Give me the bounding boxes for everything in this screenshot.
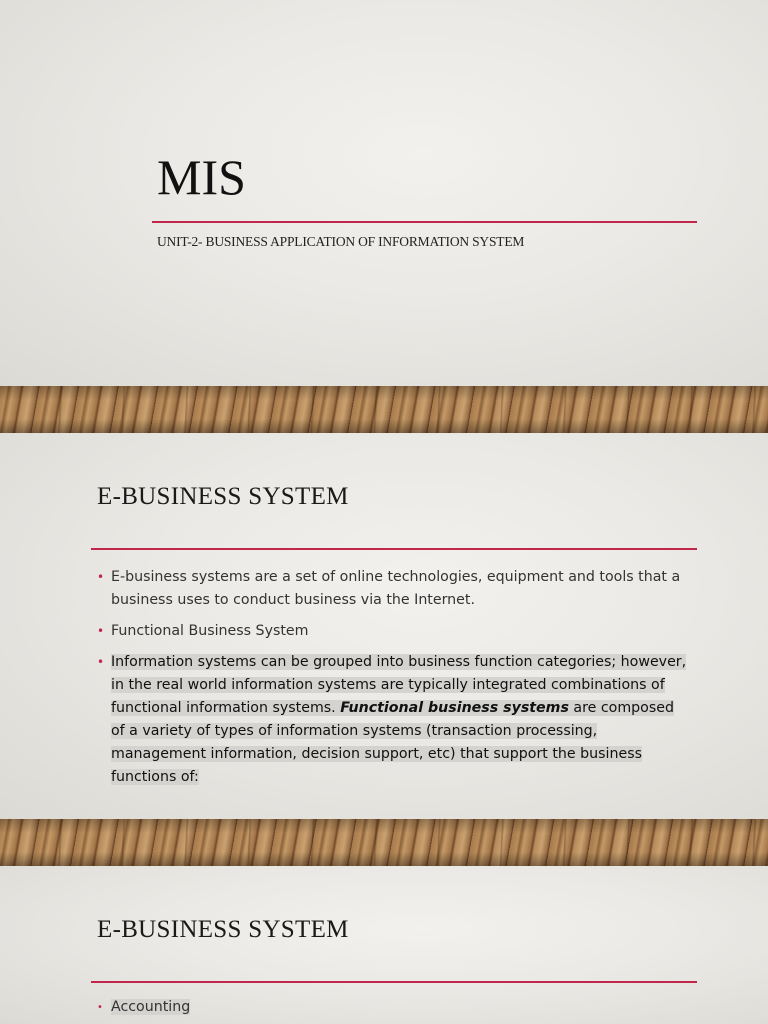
title-divider [152, 221, 697, 223]
bullet-list [97, 996, 689, 1019]
slide-heading: E-BUSINESS SYSTEM [97, 916, 349, 943]
bullet-icon: • [97, 570, 105, 584]
paragraph-text: Information systems can be grouped into business function categories; however, in the real world information systems are typically integrated combinations of functional information systems. [111, 654, 687, 716]
heading-divider [91, 981, 697, 983]
slide-title: MIS [157, 149, 246, 205]
slide-subtitle: UNIT-2- BUSINESS APPLICATION OF INFORMATION SYSTEM [157, 234, 525, 249]
bullet-icon: • [97, 655, 105, 669]
wood-floor-band [0, 819, 768, 866]
bullet-text: Functional Business System [111, 623, 309, 639]
slide-3 [0, 866, 768, 1024]
list-item [97, 620, 689, 643]
list-item [97, 996, 689, 1019]
list-item [97, 566, 689, 612]
list-item [97, 651, 689, 789]
slide-heading: E-BUSINESS SYSTEM [97, 483, 349, 510]
slide-2 [0, 433, 768, 819]
wood-floor-band [0, 386, 768, 433]
heading-divider [91, 548, 697, 550]
paragraph-emphasis: Functional business systems [340, 700, 569, 716]
bullet-list [97, 566, 689, 789]
bullet-text: Accounting [111, 999, 191, 1015]
paragraph-text: are composed of a variety of types of information systems (transaction processing, management information, decision support, etc) that support the business functions of: [111, 700, 674, 785]
bullet-text: E-business systems are a set of online technologies, equipment and tools that a business uses to conduct business via the Internet. [111, 569, 681, 608]
bullet-icon: • [97, 1002, 103, 1013]
highlighted-paragraph [111, 654, 686, 785]
bullet-icon: • [97, 624, 105, 638]
slide-1 [0, 0, 768, 386]
